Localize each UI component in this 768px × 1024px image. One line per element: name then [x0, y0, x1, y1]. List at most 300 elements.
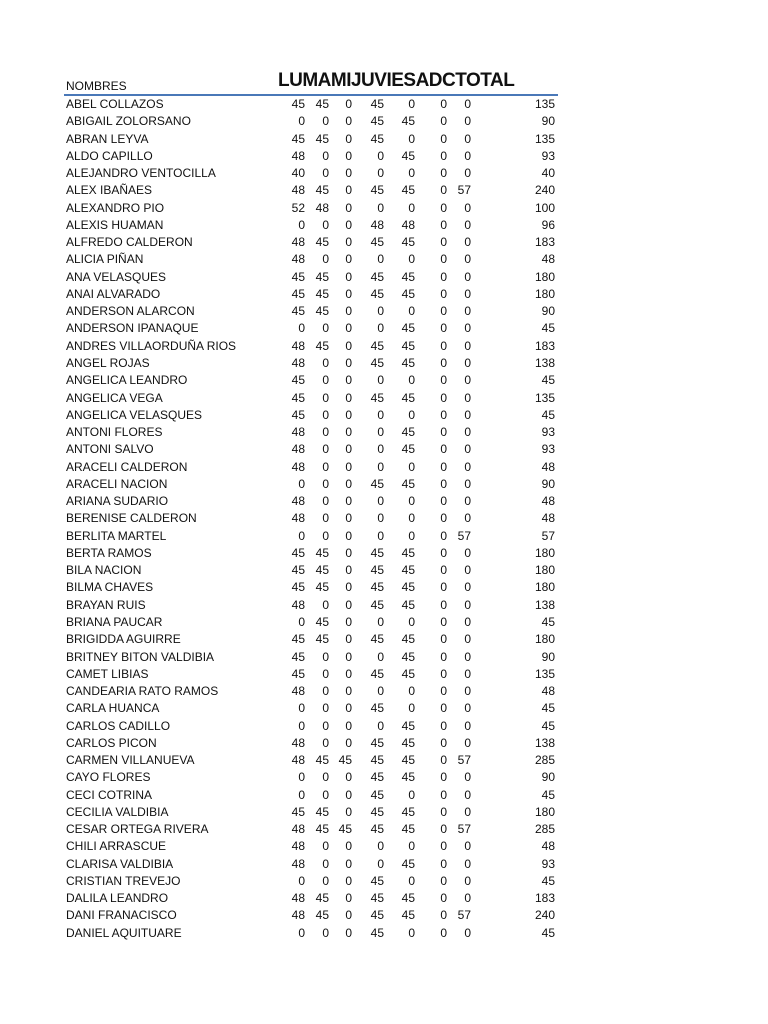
- cell-ju: 45: [370, 891, 384, 906]
- cell-ju: 0: [377, 839, 384, 854]
- cell-sa: 0: [440, 563, 447, 578]
- table-row: [64, 579, 558, 596]
- cell-mi: 0: [345, 425, 352, 440]
- cell-do: 0: [464, 925, 471, 940]
- table-row: [64, 165, 558, 182]
- cell-vi: 0: [408, 684, 415, 699]
- cell-lu: 48: [291, 235, 305, 250]
- cell-do: 0: [464, 632, 471, 647]
- table-row: [64, 735, 558, 752]
- cell-vi: 45: [401, 563, 415, 578]
- row-name: CARLOS CADILLO: [66, 718, 171, 733]
- row-name: ARACELI CALDERON: [66, 459, 188, 474]
- cell-total: 135: [534, 390, 555, 405]
- table-row: [64, 113, 558, 130]
- cell-mi: 0: [345, 286, 352, 301]
- cell-vi: 0: [408, 701, 415, 716]
- table-row: [64, 700, 558, 717]
- cell-mi: 0: [345, 649, 352, 664]
- table-row: [64, 528, 558, 545]
- table-row: [64, 856, 558, 873]
- cell-total: 57: [541, 528, 555, 543]
- cell-mi: 0: [345, 252, 352, 267]
- cell-ma: 0: [322, 425, 329, 440]
- cell-total: 240: [534, 183, 555, 198]
- cell-total: 90: [541, 304, 555, 319]
- cell-ju: 45: [370, 338, 384, 353]
- cell-sa: 0: [440, 442, 447, 457]
- cell-ma: 0: [322, 355, 329, 370]
- cell-vi: 45: [401, 908, 415, 923]
- cell-vi: 45: [401, 804, 415, 819]
- row-name: ALDO CAPILLO: [66, 148, 153, 163]
- cell-vi: 0: [408, 528, 415, 543]
- row-name: CRISTIAN TREVEJO: [66, 873, 181, 888]
- day-columns-header: LUMAMIJUVIESADCTOTAL: [278, 70, 515, 91]
- cell-vi: 45: [401, 770, 415, 785]
- cell-mi: 0: [345, 528, 352, 543]
- cell-do: 0: [464, 321, 471, 336]
- cell-do: 57: [457, 908, 471, 923]
- table-row: [64, 838, 558, 855]
- row-name: BILMA CHAVES: [66, 580, 154, 595]
- cell-lu: 45: [291, 563, 305, 578]
- table-row: [64, 424, 558, 441]
- cell-total: 90: [541, 649, 555, 664]
- cell-mi: 0: [345, 856, 352, 871]
- table-row: [64, 925, 558, 942]
- cell-mi: 0: [345, 545, 352, 560]
- cell-mi: 45: [338, 753, 352, 768]
- cell-ju: 0: [377, 614, 384, 629]
- row-name: ANDERSON ALARCON: [66, 304, 195, 319]
- cell-do: 0: [464, 580, 471, 595]
- table-row: [64, 303, 558, 320]
- row-name: ANGELICA LEANDRO: [66, 373, 188, 388]
- cell-ju: 45: [370, 131, 384, 146]
- cell-total: 90: [541, 114, 555, 129]
- cell-mi: 0: [345, 183, 352, 198]
- cell-ju: 0: [377, 166, 384, 181]
- cell-lu: 52: [291, 200, 305, 215]
- cell-lu: 48: [291, 839, 305, 854]
- cell-sa: 0: [440, 528, 447, 543]
- cell-total: 48: [541, 839, 555, 854]
- cell-total: 138: [534, 355, 555, 370]
- cell-do: 0: [464, 338, 471, 353]
- cell-sa: 0: [440, 252, 447, 267]
- cell-sa: 0: [440, 873, 447, 888]
- cell-do: 0: [464, 286, 471, 301]
- row-name: ANTONI FLORES: [66, 425, 163, 440]
- cell-ju: 0: [377, 373, 384, 388]
- cell-mi: 0: [345, 373, 352, 388]
- table-row: [64, 269, 558, 286]
- cell-sa: 0: [440, 597, 447, 612]
- cell-lu: 48: [291, 735, 305, 750]
- cell-ma: 45: [315, 908, 329, 923]
- cell-mi: 0: [345, 580, 352, 595]
- cell-total: 45: [541, 873, 555, 888]
- cell-ma: 45: [315, 97, 329, 111]
- cell-ju: 48: [370, 217, 384, 232]
- table-row: [64, 614, 558, 631]
- cell-sa: 0: [440, 459, 447, 474]
- cell-total: 138: [534, 735, 555, 750]
- cell-mi: 0: [345, 925, 352, 940]
- cell-do: 0: [464, 770, 471, 785]
- cell-do: 0: [464, 459, 471, 474]
- cell-sa: 0: [440, 614, 447, 629]
- cell-lu: 45: [291, 97, 305, 111]
- spreadsheet: [64, 70, 558, 942]
- cell-sa: 0: [440, 666, 447, 681]
- cell-lu: 45: [291, 407, 305, 422]
- cell-ju: 0: [377, 252, 384, 267]
- cell-ju: 0: [377, 684, 384, 699]
- cell-lu: 0: [298, 770, 305, 785]
- cell-do: 0: [464, 131, 471, 146]
- cell-sa: 0: [440, 701, 447, 716]
- cell-ju: 0: [377, 459, 384, 474]
- cell-vi: 45: [401, 891, 415, 906]
- cell-ma: 0: [322, 701, 329, 716]
- cell-ju: 45: [370, 597, 384, 612]
- cell-total: 48: [541, 511, 555, 526]
- cell-vi: 45: [401, 580, 415, 595]
- table-row: [64, 718, 558, 735]
- row-name: CESAR ORTEGA RIVERA: [66, 822, 209, 837]
- cell-total: 45: [541, 787, 555, 802]
- cell-ju: 45: [370, 390, 384, 405]
- cell-ma: 0: [322, 459, 329, 474]
- cell-ma: 45: [315, 614, 329, 629]
- cell-do: 0: [464, 252, 471, 267]
- table-row: [64, 562, 558, 579]
- cell-do: 0: [464, 666, 471, 681]
- cell-total: 135: [534, 131, 555, 146]
- row-name: ARACELI NACION: [66, 476, 168, 491]
- cell-ma: 0: [322, 373, 329, 388]
- cell-lu: 45: [291, 804, 305, 819]
- names-column-header: NOMBRES: [66, 79, 127, 93]
- cell-mi: 0: [345, 166, 352, 181]
- cell-lu: 0: [298, 476, 305, 491]
- cell-lu: 48: [291, 355, 305, 370]
- cell-total: 45: [541, 718, 555, 733]
- table-row: [64, 441, 558, 458]
- cell-do: 0: [464, 873, 471, 888]
- cell-ju: 45: [370, 701, 384, 716]
- cell-sa: 0: [440, 114, 447, 129]
- row-name: CARLOS PICON: [66, 735, 157, 750]
- cell-lu: 0: [298, 321, 305, 336]
- cell-lu: 48: [291, 442, 305, 457]
- cell-do: 0: [464, 442, 471, 457]
- cell-lu: 48: [291, 338, 305, 353]
- cell-lu: 48: [291, 856, 305, 871]
- cell-ma: 45: [315, 545, 329, 560]
- cell-do: 0: [464, 148, 471, 163]
- cell-total: 180: [534, 632, 555, 647]
- table-row: [64, 666, 558, 683]
- cell-total: 45: [541, 407, 555, 422]
- row-name: CARMEN VILLANUEVA: [66, 753, 195, 768]
- cell-vi: 0: [408, 304, 415, 319]
- cell-sa: 0: [440, 235, 447, 250]
- cell-ju: 45: [370, 908, 384, 923]
- cell-vi: 0: [408, 166, 415, 181]
- cell-sa: 0: [440, 183, 447, 198]
- table-row: [64, 148, 558, 165]
- cell-ma: 0: [322, 321, 329, 336]
- cell-vi: 45: [401, 856, 415, 871]
- cell-do: 0: [464, 407, 471, 422]
- table-row: [64, 545, 558, 562]
- cell-ju: 45: [370, 873, 384, 888]
- cell-sa: 0: [440, 217, 447, 232]
- row-name: BRITNEY BITON VALDIBIA: [66, 649, 215, 664]
- cell-mi: 0: [345, 891, 352, 906]
- cell-mi: 0: [345, 787, 352, 802]
- cell-ma: 0: [322, 597, 329, 612]
- cell-mi: 0: [345, 494, 352, 509]
- cell-ma: 45: [315, 286, 329, 301]
- cell-mi: 0: [345, 684, 352, 699]
- cell-lu: 48: [291, 511, 305, 526]
- cell-total: 180: [534, 563, 555, 578]
- table-row: [64, 372, 558, 389]
- cell-total: 285: [534, 822, 555, 837]
- cell-sa: 0: [440, 390, 447, 405]
- row-name: ANDRES VILLAORDUÑA RIOS: [66, 338, 237, 353]
- cell-ju: 0: [377, 718, 384, 733]
- cell-ju: 45: [370, 666, 384, 681]
- cell-vi: 0: [408, 839, 415, 854]
- cell-do: 0: [464, 355, 471, 370]
- cell-ma: 45: [315, 131, 329, 146]
- cell-lu: 45: [291, 286, 305, 301]
- row-name: ALEX IBAÑAES: [66, 183, 153, 198]
- cell-sa: 0: [440, 580, 447, 595]
- row-name: CAMET LIBIAS: [66, 666, 149, 681]
- row-name: ALEXIS HUAMAN: [66, 217, 164, 232]
- cell-vi: 45: [401, 442, 415, 457]
- table-row: [64, 320, 558, 337]
- cell-ju: 0: [377, 528, 384, 543]
- cell-vi: 0: [408, 873, 415, 888]
- cell-lu: 48: [291, 425, 305, 440]
- cell-do: 0: [464, 235, 471, 250]
- table-row: [64, 493, 558, 510]
- cell-do: 0: [464, 563, 471, 578]
- cell-lu: 0: [298, 718, 305, 733]
- cell-total: 45: [541, 321, 555, 336]
- cell-total: 180: [534, 545, 555, 560]
- cell-vi: 45: [401, 649, 415, 664]
- cell-do: 0: [464, 856, 471, 871]
- cell-do: 0: [464, 166, 471, 181]
- cell-ma: 45: [315, 563, 329, 578]
- cell-vi: 45: [401, 666, 415, 681]
- row-name: ANGEL ROJAS: [66, 355, 150, 370]
- cell-vi: 45: [401, 476, 415, 491]
- cell-total: 90: [541, 476, 555, 491]
- cell-ma: 0: [322, 770, 329, 785]
- cell-ju: 0: [377, 200, 384, 215]
- row-name: DANI FRANACISCO: [66, 908, 177, 923]
- cell-sa: 0: [440, 321, 447, 336]
- table-row: [64, 131, 558, 148]
- cell-do: 0: [464, 217, 471, 232]
- cell-lu: 45: [291, 666, 305, 681]
- row-name: ARIANA SUDARIO: [66, 494, 169, 509]
- table-row: [64, 182, 558, 199]
- cell-do: 57: [457, 822, 471, 837]
- row-name: ANGELICA VELASQUES: [66, 407, 203, 422]
- cell-vi: 45: [401, 632, 415, 647]
- cell-vi: 0: [408, 407, 415, 422]
- row-name: BRAYAN RUIS: [66, 597, 146, 612]
- cell-mi: 0: [345, 735, 352, 750]
- cell-vi: 0: [408, 511, 415, 526]
- cell-mi: 0: [345, 511, 352, 526]
- cell-vi: 45: [401, 425, 415, 440]
- cell-mi: 0: [345, 804, 352, 819]
- cell-ma: 45: [315, 632, 329, 647]
- cell-sa: 0: [440, 494, 447, 509]
- table-row: [64, 597, 558, 614]
- cell-mi: 0: [345, 407, 352, 422]
- cell-mi: 0: [345, 148, 352, 163]
- cell-total: 183: [534, 891, 555, 906]
- cell-vi: 0: [408, 200, 415, 215]
- cell-do: 0: [464, 97, 471, 111]
- cell-vi: 45: [401, 338, 415, 353]
- cell-lu: 45: [291, 269, 305, 284]
- cell-do: 0: [464, 804, 471, 819]
- cell-total: 93: [541, 856, 555, 871]
- cell-sa: 0: [440, 476, 447, 491]
- cell-ma: 0: [322, 649, 329, 664]
- cell-ju: 0: [377, 511, 384, 526]
- cell-ju: 45: [370, 97, 384, 111]
- table-row: [64, 407, 558, 424]
- row-name: ALEXANDRO PIO: [66, 200, 165, 215]
- cell-ma: 0: [322, 511, 329, 526]
- cell-ma: 0: [322, 528, 329, 543]
- cell-mi: 0: [345, 338, 352, 353]
- cell-sa: 0: [440, 425, 447, 440]
- cell-lu: 48: [291, 891, 305, 906]
- cell-do: 0: [464, 373, 471, 388]
- row-name: DANIEL AQUITUARE: [66, 925, 182, 940]
- cell-ma: 0: [322, 217, 329, 232]
- cell-ju: 45: [370, 235, 384, 250]
- cell-ju: 45: [370, 804, 384, 819]
- cell-lu: 0: [298, 873, 305, 888]
- cell-do: 0: [464, 735, 471, 750]
- cell-total: 45: [541, 373, 555, 388]
- cell-sa: 0: [440, 373, 447, 388]
- table-row: [64, 821, 558, 838]
- cell-total: 96: [541, 217, 555, 232]
- cell-total: 180: [534, 580, 555, 595]
- row-name: ABEL COLLAZOS: [66, 97, 164, 111]
- row-name: ANA VELASQUES: [66, 269, 167, 284]
- cell-vi: 45: [401, 545, 415, 560]
- cell-ma: 45: [315, 580, 329, 595]
- row-name: CARLA HUANCA: [66, 701, 160, 716]
- cell-mi: 0: [345, 839, 352, 854]
- cell-vi: 45: [401, 718, 415, 733]
- cell-do: 0: [464, 545, 471, 560]
- cell-vi: 0: [408, 787, 415, 802]
- cell-do: 0: [464, 684, 471, 699]
- cell-ju: 0: [377, 304, 384, 319]
- table-row: [64, 907, 558, 924]
- cell-ma: 45: [315, 753, 329, 768]
- table-row: [64, 96, 558, 113]
- cell-ju: 45: [370, 753, 384, 768]
- cell-ju: 45: [370, 355, 384, 370]
- cell-total: 183: [534, 338, 555, 353]
- cell-ma: 48: [315, 200, 329, 215]
- cell-mi: 0: [345, 217, 352, 232]
- cell-vi: 0: [408, 131, 415, 146]
- cell-vi: 45: [401, 286, 415, 301]
- cell-ma: 0: [322, 873, 329, 888]
- cell-lu: 45: [291, 373, 305, 388]
- row-name: ANDERSON IPANAQUE: [66, 321, 199, 336]
- cell-vi: 45: [401, 321, 415, 336]
- cell-do: 0: [464, 269, 471, 284]
- cell-ju: 0: [377, 442, 384, 457]
- cell-sa: 0: [440, 511, 447, 526]
- cell-total: 93: [541, 148, 555, 163]
- cell-lu: 45: [291, 649, 305, 664]
- cell-total: 240: [534, 908, 555, 923]
- cell-mi: 0: [345, 442, 352, 457]
- cell-mi: 0: [345, 770, 352, 785]
- cell-mi: 0: [345, 304, 352, 319]
- cell-lu: 45: [291, 390, 305, 405]
- cell-lu: 48: [291, 684, 305, 699]
- table-row: [64, 200, 558, 217]
- cell-ju: 0: [377, 856, 384, 871]
- cell-ju: 45: [370, 286, 384, 301]
- table-row: [64, 683, 558, 700]
- cell-total: 40: [541, 166, 555, 181]
- cell-mi: 0: [345, 476, 352, 491]
- cell-vi: 45: [401, 183, 415, 198]
- row-name: CHILI ARRASCUE: [66, 839, 167, 854]
- cell-do: 0: [464, 390, 471, 405]
- row-name: CANDEARIA RATO RAMOS: [66, 684, 219, 699]
- cell-total: 180: [534, 269, 555, 284]
- cell-ma: 45: [315, 183, 329, 198]
- cell-ma: 0: [322, 148, 329, 163]
- cell-vi: 0: [408, 459, 415, 474]
- cell-sa: 0: [440, 200, 447, 215]
- cell-ma: 45: [315, 269, 329, 284]
- cell-total: 93: [541, 425, 555, 440]
- cell-ma: 45: [315, 235, 329, 250]
- cell-ju: 0: [377, 321, 384, 336]
- cell-total: 183: [534, 235, 555, 250]
- table-row: [64, 251, 558, 268]
- cell-do: 57: [457, 753, 471, 768]
